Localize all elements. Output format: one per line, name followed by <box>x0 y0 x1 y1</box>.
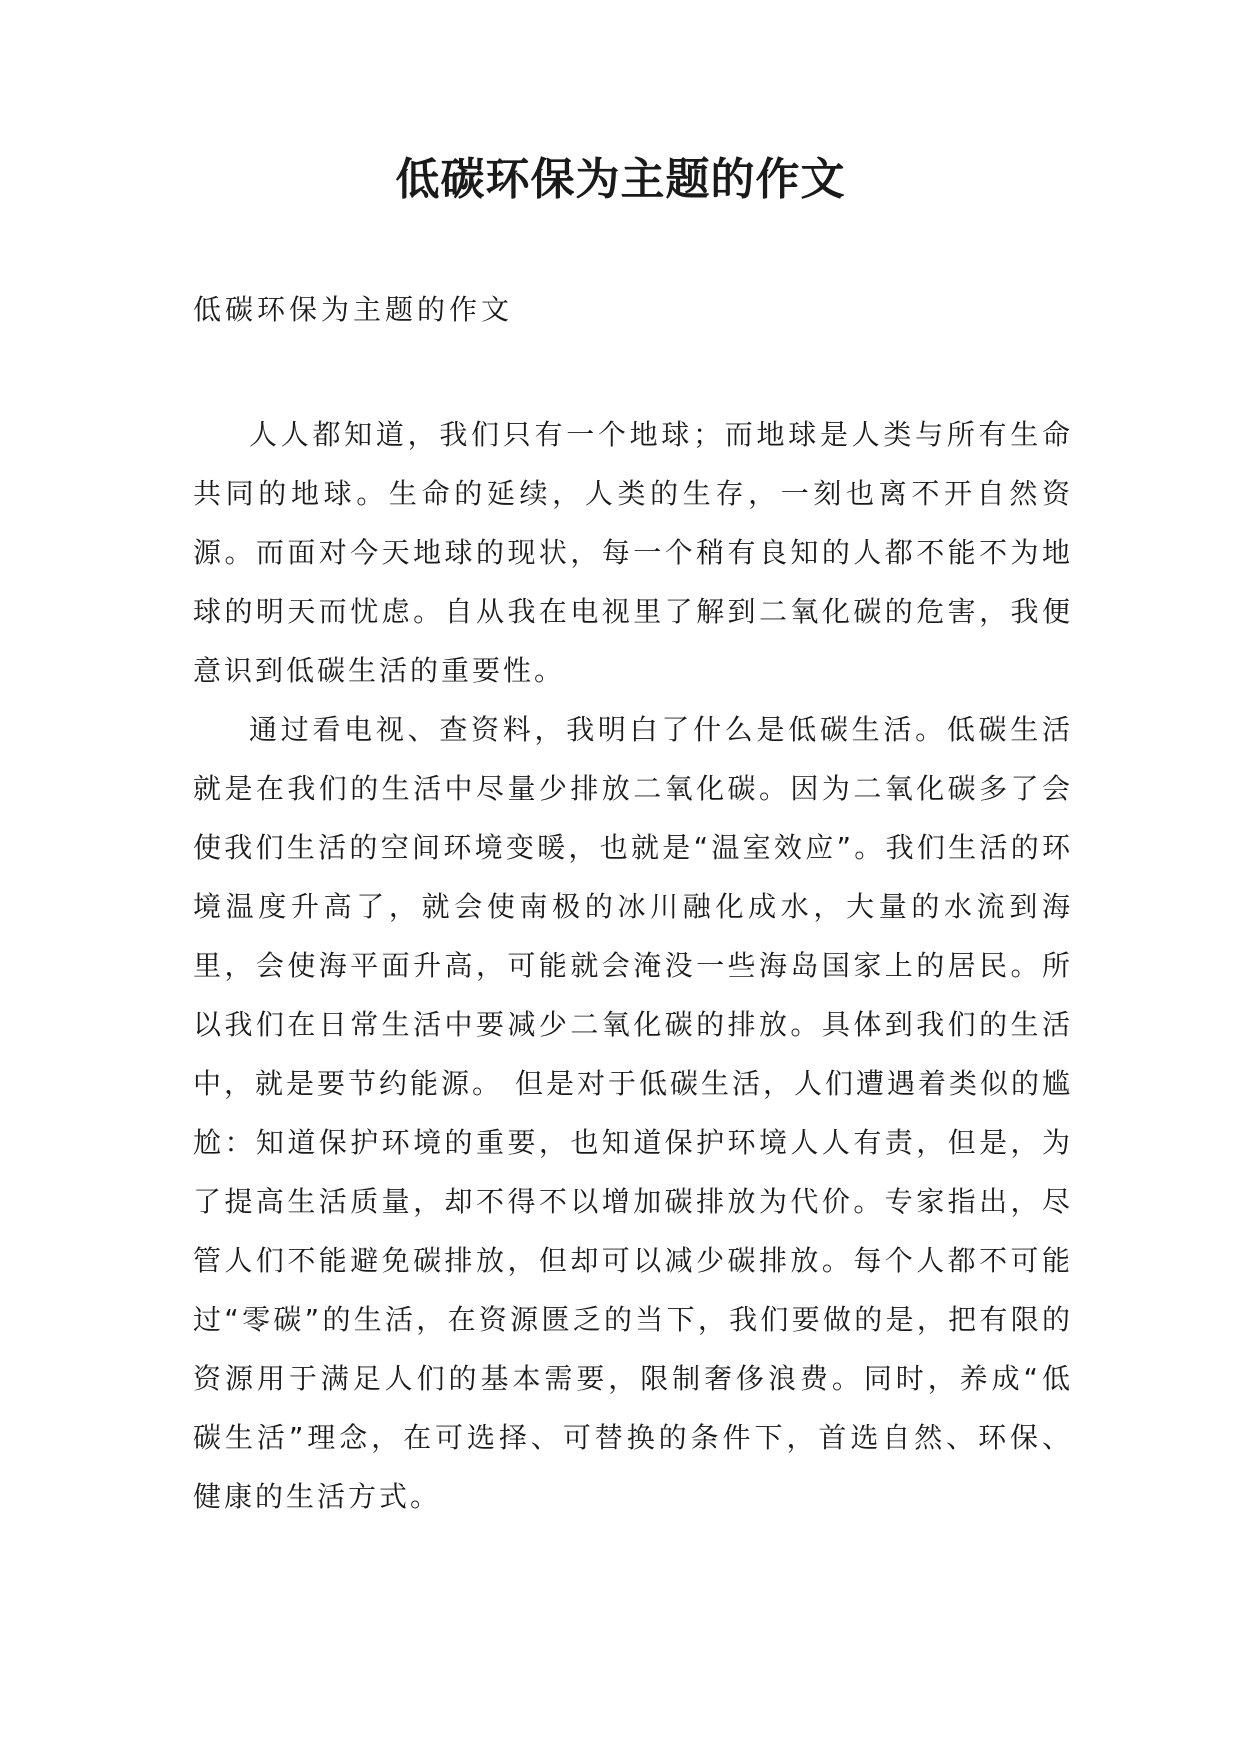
paragraph-2: 通过看电视、查资料，我明白了什么是低碳生活。低碳生活就是在我们的生活中尽量少排放二氧化碳。因为二氧化碳多了会使我们生活的空间环境变暖，也就是“温室效应”。我们生活的环境温度升高了，就会使南极的冰川融化成水，大量的水流到海里，会使海平面升高，可能就会淹没一些海岛国家上的居民。所以我们在日常生活中要减少二氧化碳的排放。具体到我们的生活中，就是要节约能源。 但是对于低碳生活，人们遭遇着类似的尴尬：知道保护环境的重要，也知道保护环境人人有责，但是，为了提高生活质量，却不得不以增加碳排放为代价。专家指出，尽管人们不能避免碳排放，但却可以减少碳排放。每个人都不可能过“零碳”的生活，在资源匮乏的当下，我们要做的是，把有限的资源用于满足人们的基本需要，限制奢侈浪费。同时，养成“低碳生活”理念，在可选择、可替换的条件下，首选自然、环保、健康的生活方式。 <box>193 713 1073 1513</box>
paragraph-1: 人人都知道，我们只有一个地球；而地球是人类与所有生命共同的地球。生命的延续，人类的生存，一刻也离不开自然资源。而面对今天地球的现状，每一个稍有良知的人都不能不为地球的明天而忧虑。自从我在电视里了解到二氧化碳的危害，我便意识到低碳生活的重要性。 <box>193 418 1073 687</box>
document-subtitle: 低碳环保为主题的作文 <box>193 293 514 326</box>
document-title: 低碳环保为主题的作文 <box>395 154 846 205</box>
document-body <box>193 405 1073 1526</box>
